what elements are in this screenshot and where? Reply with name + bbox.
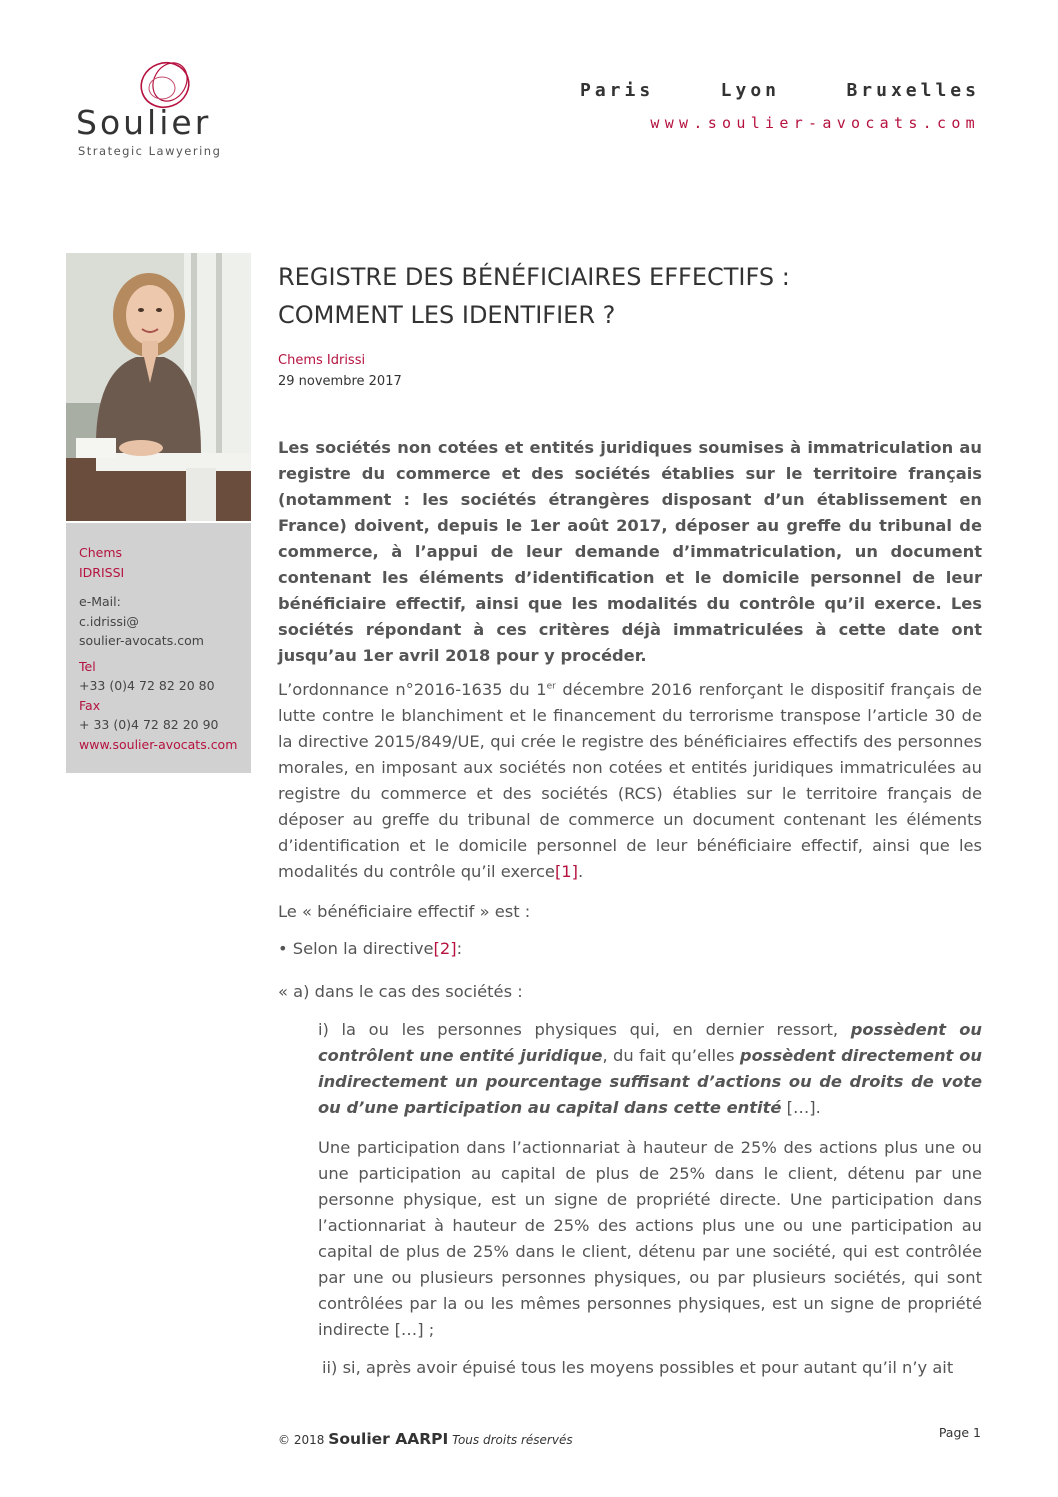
p1-text-a: L’ordonnance n°2016-1635 du 1 [278, 680, 547, 699]
contact-first-name: Chems [79, 545, 123, 560]
p1-text-b: décembre 2016 renforçant le dispositif français de lutte contre le blanchiment et le financement du terrorisme transpose l’article 30 de la directive 2015/849/UE, qui crée le registre des bénéficiaires effectifs des personnes morales, en imposant aux sociétés non cotées et entités juridiques immatriculées au registre du commerce et des sociétés (RCS) établies sur le territoire français de déposer au greffe du tribunal de commerce un document contenant les éléments d’identification et le domicile personnel de leur bénéficiaire effectif, ainsi que les modalités du contrôle qu’il exerce [278, 680, 982, 881]
footnote-ref-2[interactable]: [2] [433, 939, 457, 958]
paragraph-participation: Une participation dans l’actionnariat à hauteur de 25% des actions plus une ou une participation au capital de plus de 25% dans le client, détenu par une personne physique, est un signe de propriété directe. Une participation dans l’actionnariat à hauteur de 25% des actions plus une ou une participation au capital de plus de 25% dans le client, détenu par une société, qui est contrôlée par une ou plusieurs personnes physiques, ou par plusieurs sociétés, qui sont contrôlées par la ou les mêmes personnes physiques, est un signe de propriété indirecte […] ; [318, 1138, 982, 1339]
article-title-line1: REGISTRE DES BÉNÉFICIAIRES EFFECTIFS : [278, 263, 790, 291]
contact-fax-label: Fax [79, 697, 101, 713]
p1-text-end: . [578, 862, 584, 881]
contact-fax-value: + 33 (0)4 72 82 20 90 [79, 717, 219, 732]
contact-last-name: IDRISSI [79, 564, 125, 580]
header-website-link[interactable]: www.soulier-avocats.com [650, 114, 980, 132]
paragraph-beneficiaire: Le « bénéficiaire effectif » est : [278, 902, 531, 921]
paragraph-cas-societes: « a) dans le cas des sociétés : [278, 982, 523, 1001]
article-title [278, 258, 978, 334]
p5-emphasis-1: possèdent ou contrôlent une entité juridique [318, 1020, 982, 1065]
article-title-line2: COMMENT LES IDENTIFIER ? [278, 301, 616, 329]
paragraph-ordonnance [278, 677, 982, 885]
footnote-ref-1[interactable]: [1] [554, 862, 578, 881]
author-photo [66, 253, 251, 521]
office-cities [580, 80, 980, 104]
city-bruxelles: Bruxelles [846, 80, 980, 101]
contact-email-line2[interactable]: soulier-avocats.com [79, 633, 204, 648]
contact-tel-label: Tel [79, 658, 96, 674]
city-paris: Paris [580, 80, 655, 101]
article-date: 29 novembre 2017 [278, 374, 402, 389]
page-number: Page 1 [938, 1425, 981, 1440]
p3-text-end: : [456, 939, 463, 958]
paragraph-directive [278, 936, 982, 962]
paragraph-point-ii: ii) si, après avoir épuisé tous les moyens possibles et pour autant qu’il n’y ait [322, 1358, 954, 1377]
footer-copyright [278, 1430, 573, 1448]
p5-emphasis-2: possèdent directement ou indirectement un pourcentage suffisant d’actions ou de droits de vote ou d’une participation au capital dans cette entité [318, 1046, 982, 1117]
logo-tagline: Strategic Lawyering [78, 144, 222, 158]
p3-text-a: • Selon la directive [278, 939, 434, 958]
logo [70, 55, 245, 165]
city-lyon: Lyon [720, 80, 780, 101]
footer-copyright-year: © 2018 [278, 1433, 325, 1447]
p5-text-a: i) la ou les personnes physiques qui, en dernier ressort, [318, 1020, 851, 1039]
p5-text-c: , du fait qu’elles [602, 1046, 740, 1065]
contact-tel-value: +33 (0)4 72 82 20 80 [79, 678, 215, 693]
article-lead: Les sociétés non cotées et entités juridiques soumises à immatriculation au registre du commerce et des sociétés établies sur le territoire français (notamment : les sociétés étrangères disposant d’un établissement en France) doivent, depuis le 1er août 2017, déposer au greffe du tribunal de commerce, à l’appui de leur demande d’immatriculation, un document contenant les éléments d’identification et le domicile personnel de leur bénéficiaire effectif, ainsi que les modalités du contrôle qu’il exerce. Les sociétés répondant à ces critères déjà immatriculées à cette date ont jusqu’au 1er avril 2018 pour y procéder. [278, 438, 982, 665]
paragraph-point-i [318, 1017, 982, 1121]
contact-box [66, 523, 251, 773]
footer-rights: Tous droits réservés [452, 1433, 573, 1447]
author-photo-illustration [66, 253, 251, 521]
contact-email-line1[interactable]: c.idrissi@ [79, 613, 139, 629]
p5-text-e: […]. [781, 1098, 821, 1117]
footer-brand: Soulier AARPI [328, 1430, 449, 1448]
article-author[interactable]: Chems Idrissi [278, 353, 366, 368]
logo-wordmark: Soulier [76, 103, 212, 142]
contact-site-link[interactable]: www.soulier-avocats.com [79, 736, 238, 752]
contact-email-label: e-Mail: [79, 594, 121, 609]
p1-superscript: er [546, 681, 556, 692]
